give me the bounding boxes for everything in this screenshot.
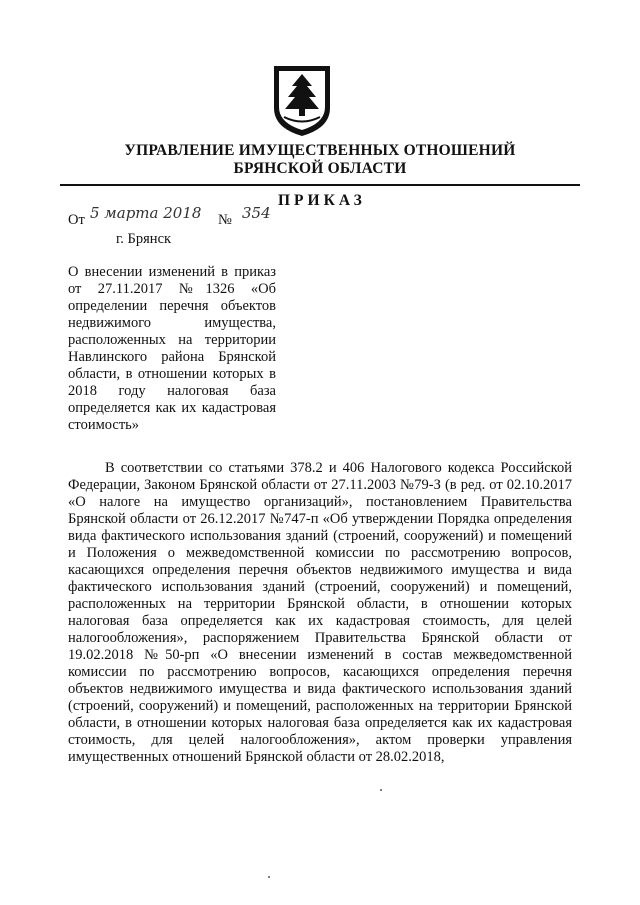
number-label: № xyxy=(218,212,232,228)
organization-name-line1: УПРАВЛЕНИЕ ИМУЩЕСТВЕННЫХ ОТНОШЕНИЙ xyxy=(124,142,516,159)
organization-name-line2: БРЯНСКОЙ ОБЛАСТИ xyxy=(233,160,407,177)
city-label: г. Брянск xyxy=(116,231,172,247)
handwritten-number: 354 xyxy=(242,204,271,222)
header-divider xyxy=(60,184,580,186)
scan-speck xyxy=(268,876,270,878)
bryansk-coat-of-arms-icon xyxy=(270,62,334,138)
order-subject: О внесении изменений в приказ от 27.11.2017 №1326 «Об определении перечня объектов недвижимого имущества, расположенных на территории Навлинского района Брянской области, в отношении которых в 2018 году налоговая база определяется как их кадастровая стоимость» xyxy=(68,264,276,433)
document-type-title: ПРИКАЗ xyxy=(278,192,366,209)
date-label: От xyxy=(68,212,85,228)
order-body-paragraph: В соответствии со статьями 378.2 и 406 Налогового кодекса Российской Федерации, Законом Брянской области от 27.11.2003 №79-З (в ред. от 02.10.2017 «О налоге на имущество организаций», постановлением Правительства Брянской области от 26.12.2017 №747-п «Об утверждении Порядка определения вида фактического использования зданий (строений, сооружений) и помещений и Положения о межведомственной комиссии по рассмотрению вопросов, касающихся определения перечня объектов недвижимого имущества и вида фактического использования зданий (строений, сооружений) и помещений, расположенных на территории Брянской области, в отношении которых налоговая база определяется как их кадастровая стоимость, для целей налогообложения», распоряжением Правительства Брянской области от 19.02.2018 №50-рп «О внесении изменений в состав межведомственной комиссии по рассмотрению вопросов, касающихся определения перечня объектов недвижимого имущества и вида фактического использования зданий (строений, сооружений) и помещений, расположенных на территории Брянской области, в отношении которых налоговая база определяется как их кадастровая стоимость, для целей налогообложения», актом проверки управления имущественных отношений Брянской области от 28.02.2018, xyxy=(68,460,572,765)
scan-speck xyxy=(380,789,382,791)
handwritten-date: 5 марта 2018 xyxy=(90,204,202,222)
